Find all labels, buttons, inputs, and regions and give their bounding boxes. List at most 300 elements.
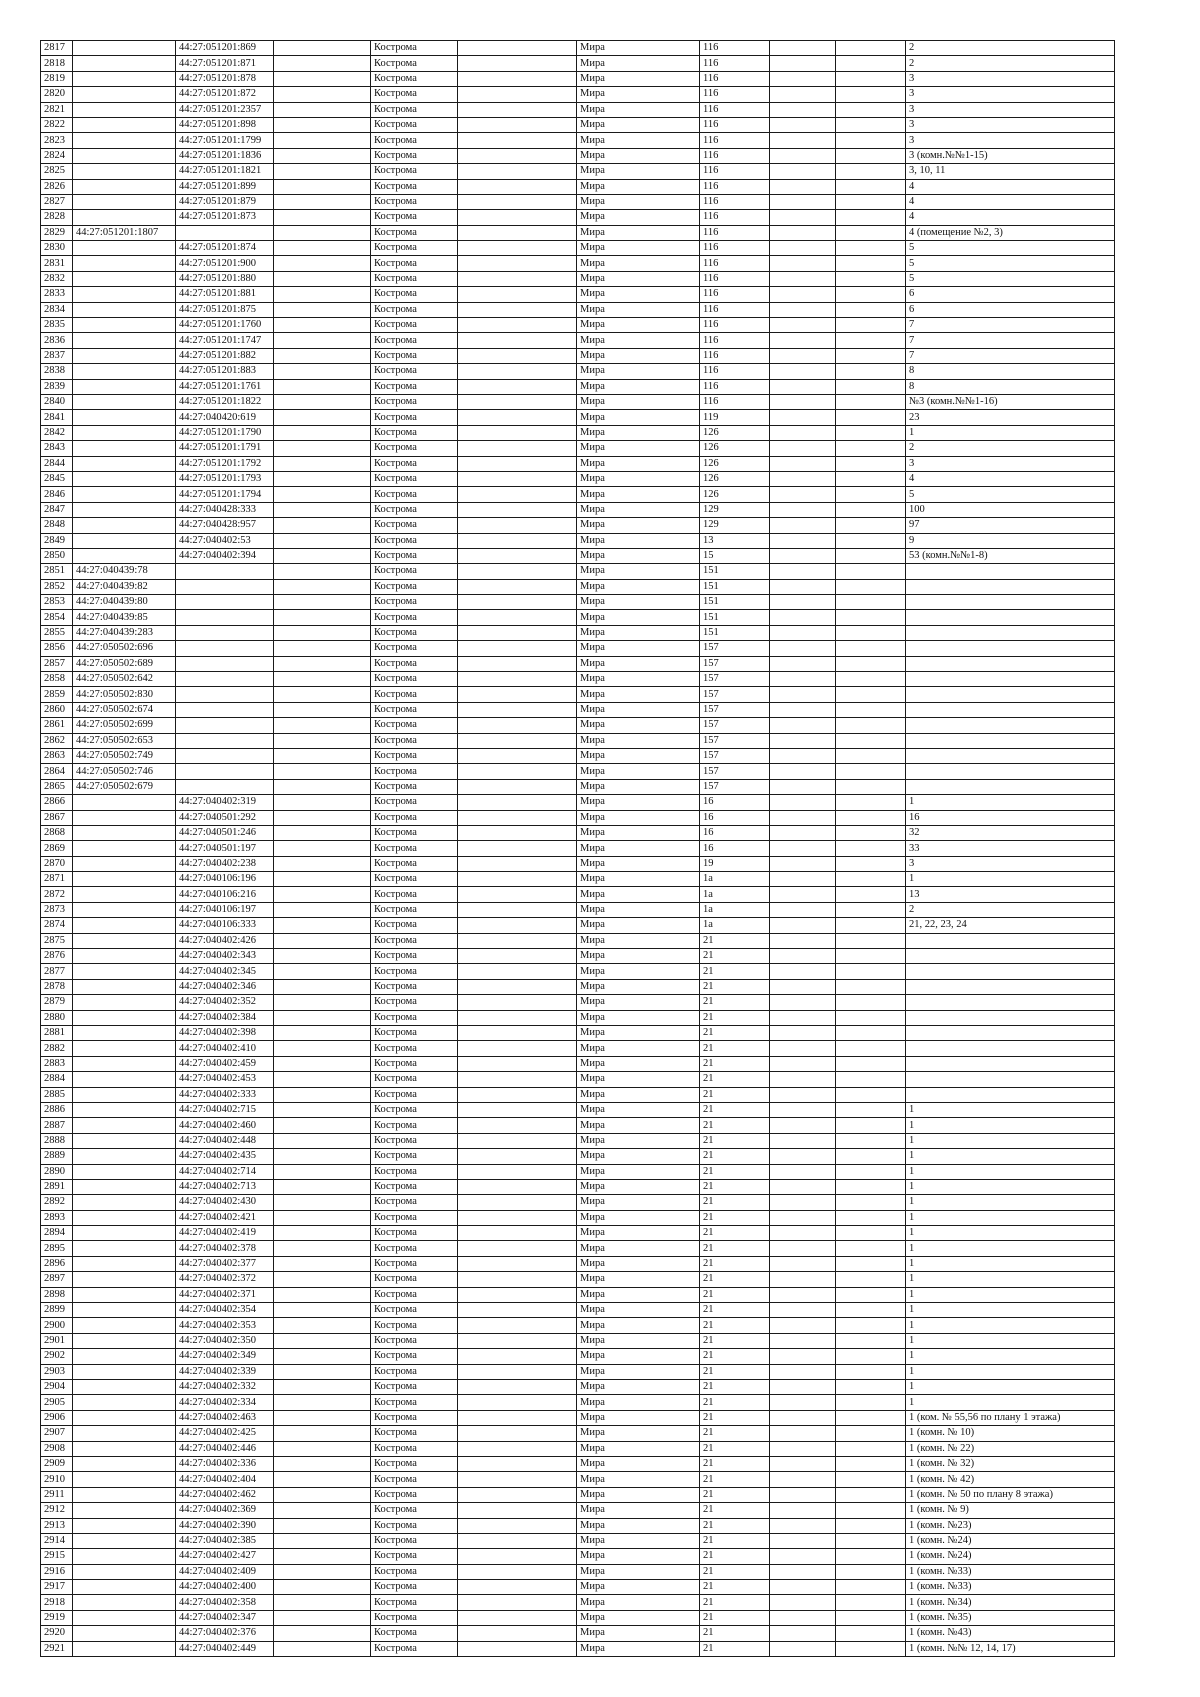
house-number-cell: 129 (700, 502, 770, 517)
city-cell: Кострома (371, 56, 458, 71)
street-cell: Мира (577, 702, 700, 717)
empty-cell (458, 1426, 577, 1441)
cadastral-number-cell (73, 1226, 176, 1241)
table-row (41, 1241, 1115, 1256)
row-number-cell: 2859 (41, 687, 73, 702)
apartment-cell: 3 (906, 87, 1115, 102)
cadastral-number-alt-cell (176, 764, 274, 779)
empty-cell (274, 1426, 371, 1441)
row-number-cell: 2895 (41, 1241, 73, 1256)
city-cell: Кострома (371, 548, 458, 563)
city-cell: Кострома (371, 117, 458, 132)
empty-cell (836, 133, 906, 148)
apartment-cell: 53 (комн.№№1-8) (906, 548, 1115, 563)
empty-cell (458, 133, 577, 148)
street-cell: Мира (577, 1164, 700, 1179)
cadastral-number-cell (73, 887, 176, 902)
table-row (41, 241, 1115, 256)
empty-cell (770, 379, 836, 394)
city-cell: Кострома (371, 779, 458, 794)
empty-cell (836, 1410, 906, 1425)
empty-cell (274, 1303, 371, 1318)
empty-cell (458, 1164, 577, 1179)
empty-cell (770, 241, 836, 256)
empty-cell (458, 595, 577, 610)
cadastral-number-alt-cell: 44:27:040402:398 (176, 1026, 274, 1041)
empty-cell (770, 610, 836, 625)
apartment-cell: 1 (906, 1179, 1115, 1194)
row-number-cell: 2875 (41, 933, 73, 948)
street-cell: Мира (577, 579, 700, 594)
empty-cell (274, 887, 371, 902)
empty-cell (770, 394, 836, 409)
empty-cell (274, 933, 371, 948)
street-cell: Мира (577, 117, 700, 132)
empty-cell (770, 518, 836, 533)
empty-cell (770, 841, 836, 856)
empty-cell (458, 164, 577, 179)
cadastral-number-cell (73, 841, 176, 856)
street-cell: Мира (577, 1241, 700, 1256)
house-number-cell: 157 (700, 656, 770, 671)
row-number-cell: 2820 (41, 87, 73, 102)
apartment-cell: 1 (комн. №35) (906, 1610, 1115, 1625)
city-cell: Кострома (371, 1056, 458, 1071)
apartment-cell: 100 (906, 502, 1115, 517)
row-number-cell: 2915 (41, 1549, 73, 1564)
empty-cell (770, 641, 836, 656)
street-cell: Мира (577, 1010, 700, 1025)
table-row (41, 271, 1115, 286)
empty-cell (458, 1641, 577, 1656)
table-row (41, 933, 1115, 948)
house-number-cell: 21 (700, 1287, 770, 1302)
empty-cell (458, 1564, 577, 1579)
row-number-cell: 2916 (41, 1564, 73, 1579)
table-row (41, 348, 1115, 363)
cadastral-number-alt-cell (176, 595, 274, 610)
cadastral-number-cell: 44:27:050502:679 (73, 779, 176, 794)
table-row (41, 1226, 1115, 1241)
apartment-cell: 4 (906, 194, 1115, 209)
empty-cell (458, 1626, 577, 1641)
cadastral-number-cell (73, 1472, 176, 1487)
empty-cell (274, 825, 371, 840)
table-row (41, 518, 1115, 533)
row-number-cell: 2903 (41, 1364, 73, 1379)
house-number-cell: 21 (700, 1056, 770, 1071)
empty-cell (770, 1087, 836, 1102)
empty-cell (274, 1256, 371, 1271)
row-number-cell: 2872 (41, 887, 73, 902)
cadastral-number-cell (73, 441, 176, 456)
empty-cell (458, 302, 577, 317)
empty-cell (836, 71, 906, 86)
cadastral-number-alt-cell: 44:27:040428:333 (176, 502, 274, 517)
cadastral-number-cell: 44:27:051201:1807 (73, 225, 176, 240)
empty-cell (770, 533, 836, 548)
house-number-cell: 21 (700, 1472, 770, 1487)
empty-cell (274, 41, 371, 56)
empty-cell (770, 995, 836, 1010)
cadastral-number-alt-cell: 44:27:040402:372 (176, 1272, 274, 1287)
street-cell: Мира (577, 1595, 700, 1610)
row-number-cell: 2849 (41, 533, 73, 548)
city-cell: Кострома (371, 1087, 458, 1102)
empty-cell (836, 1287, 906, 1302)
empty-cell (274, 1610, 371, 1625)
city-cell: Кострома (371, 148, 458, 163)
apartment-cell (906, 748, 1115, 763)
table-row (41, 641, 1115, 656)
table-row (41, 1133, 1115, 1148)
table-row (41, 1195, 1115, 1210)
empty-cell (836, 271, 906, 286)
street-cell: Мира (577, 1564, 700, 1579)
empty-cell (770, 887, 836, 902)
street-cell: Мира (577, 979, 700, 994)
row-number-cell: 2835 (41, 318, 73, 333)
row-number-cell: 2833 (41, 287, 73, 302)
empty-cell (274, 949, 371, 964)
cadastral-number-alt-cell: 44:27:040501:197 (176, 841, 274, 856)
table-row (41, 702, 1115, 717)
row-number-cell: 2884 (41, 1072, 73, 1087)
house-number-cell: 116 (700, 256, 770, 271)
house-number-cell: 21 (700, 933, 770, 948)
house-number-cell: 21 (700, 1026, 770, 1041)
empty-cell (770, 441, 836, 456)
empty-cell (770, 625, 836, 640)
empty-cell (274, 410, 371, 425)
apartment-cell: 1 (906, 1241, 1115, 1256)
empty-cell (274, 795, 371, 810)
empty-cell (274, 87, 371, 102)
city-cell: Кострома (371, 702, 458, 717)
row-number-cell: 2817 (41, 41, 73, 56)
city-cell: Кострома (371, 1241, 458, 1256)
apartment-cell: 1 (комн. №33) (906, 1580, 1115, 1595)
apartment-cell: 1 (906, 872, 1115, 887)
city-cell: Кострома (371, 41, 458, 56)
cadastral-number-cell (73, 1333, 176, 1348)
street-cell: Мира (577, 1087, 700, 1102)
empty-cell (458, 1072, 577, 1087)
city-cell: Кострома (371, 733, 458, 748)
street-cell: Мира (577, 748, 700, 763)
row-number-cell: 2902 (41, 1349, 73, 1364)
apartment-cell: 1 (комн. №23) (906, 1518, 1115, 1533)
street-cell: Мира (577, 595, 700, 610)
empty-cell (770, 1503, 836, 1518)
row-number-cell: 2898 (41, 1287, 73, 1302)
empty-cell (274, 302, 371, 317)
empty-cell (274, 1087, 371, 1102)
house-number-cell: 21 (700, 1426, 770, 1441)
empty-cell (458, 1395, 577, 1410)
cadastral-number-cell: 44:27:050502:749 (73, 748, 176, 763)
empty-cell (274, 394, 371, 409)
city-cell: Кострома (371, 1226, 458, 1241)
house-number-cell: 21 (700, 1164, 770, 1179)
city-cell: Кострома (371, 1164, 458, 1179)
city-cell: Кострома (371, 1395, 458, 1410)
house-number-cell: 126 (700, 425, 770, 440)
empty-cell (458, 841, 577, 856)
empty-cell (458, 1149, 577, 1164)
street-cell: Мира (577, 825, 700, 840)
cadastral-number-alt-cell: 44:27:040402:376 (176, 1626, 274, 1641)
cadastral-number-cell: 44:27:040439:82 (73, 579, 176, 594)
street-cell: Мира (577, 610, 700, 625)
empty-cell (770, 949, 836, 964)
house-number-cell: 116 (700, 164, 770, 179)
row-number-cell: 2881 (41, 1026, 73, 1041)
apartment-cell: 3, 10, 11 (906, 164, 1115, 179)
apartment-cell: 1 (906, 1364, 1115, 1379)
row-number-cell: 2847 (41, 502, 73, 517)
empty-cell (770, 1195, 836, 1210)
empty-cell (458, 271, 577, 286)
cadastral-number-cell: 44:27:050502:746 (73, 764, 176, 779)
house-number-cell: 116 (700, 318, 770, 333)
empty-cell (274, 518, 371, 533)
empty-cell (836, 964, 906, 979)
row-number-cell: 2893 (41, 1210, 73, 1225)
table-row (41, 1118, 1115, 1133)
empty-cell (836, 702, 906, 717)
empty-cell (836, 164, 906, 179)
table-row (41, 1564, 1115, 1579)
empty-cell (836, 656, 906, 671)
empty-cell (770, 425, 836, 440)
apartment-cell: 6 (906, 287, 1115, 302)
city-cell: Кострома (371, 1195, 458, 1210)
cadastral-number-alt-cell: 44:27:040402:347 (176, 1610, 274, 1625)
empty-cell (770, 87, 836, 102)
cadastral-number-alt-cell: 44:27:051201:874 (176, 241, 274, 256)
cadastral-number-cell (73, 1041, 176, 1056)
table-row (41, 579, 1115, 594)
table-row (41, 287, 1115, 302)
empty-cell (836, 210, 906, 225)
empty-cell (458, 810, 577, 825)
empty-cell (458, 148, 577, 163)
empty-cell (458, 702, 577, 717)
empty-cell (458, 918, 577, 933)
empty-cell (274, 241, 371, 256)
empty-cell (458, 1026, 577, 1041)
empty-cell (770, 1333, 836, 1348)
cadastral-number-cell (73, 471, 176, 486)
apartment-cell (906, 641, 1115, 656)
empty-cell (458, 1226, 577, 1241)
apartment-cell: 2 (906, 902, 1115, 917)
cadastral-number-cell (73, 210, 176, 225)
cadastral-number-cell (73, 1487, 176, 1502)
table-row (41, 256, 1115, 271)
city-cell: Кострома (371, 1626, 458, 1641)
city-cell: Кострома (371, 1072, 458, 1087)
house-number-cell: 21 (700, 1503, 770, 1518)
house-number-cell: 21 (700, 1487, 770, 1502)
city-cell: Кострома (371, 1580, 458, 1595)
table-row (41, 364, 1115, 379)
street-cell: Мира (577, 287, 700, 302)
empty-cell (274, 1349, 371, 1364)
apartment-cell: 23 (906, 410, 1115, 425)
street-cell: Мира (577, 764, 700, 779)
empty-cell (770, 579, 836, 594)
apartment-cell (906, 764, 1115, 779)
empty-cell (274, 733, 371, 748)
row-number-cell: 2878 (41, 979, 73, 994)
empty-cell (770, 71, 836, 86)
empty-cell (274, 1164, 371, 1179)
empty-cell (836, 1303, 906, 1318)
table-row (41, 441, 1115, 456)
empty-cell (274, 1118, 371, 1133)
empty-cell (770, 1210, 836, 1225)
city-cell: Кострома (371, 518, 458, 533)
cadastral-number-cell (73, 148, 176, 163)
house-number-cell: 21 (700, 1179, 770, 1194)
empty-cell (274, 148, 371, 163)
empty-cell (836, 394, 906, 409)
street-cell: Мира (577, 641, 700, 656)
cadastral-number-cell: 44:27:050502:642 (73, 672, 176, 687)
apartment-cell: 1 (906, 1395, 1115, 1410)
city-cell: Кострома (371, 194, 458, 209)
house-number-cell: 157 (700, 718, 770, 733)
table-row (41, 225, 1115, 240)
empty-cell (458, 56, 577, 71)
empty-cell (458, 1580, 577, 1595)
empty-cell (770, 1041, 836, 1056)
empty-cell (770, 1149, 836, 1164)
empty-cell (770, 502, 836, 517)
empty-cell (770, 918, 836, 933)
house-number-cell: 21 (700, 1333, 770, 1348)
row-number-cell: 2827 (41, 194, 73, 209)
empty-cell (836, 302, 906, 317)
cadastral-number-alt-cell (176, 687, 274, 702)
empty-cell (836, 533, 906, 548)
street-cell: Мира (577, 1149, 700, 1164)
city-cell: Кострома (371, 625, 458, 640)
table-row (41, 656, 1115, 671)
city-cell: Кострома (371, 825, 458, 840)
empty-cell (836, 518, 906, 533)
cadastral-number-cell (73, 1641, 176, 1656)
street-cell: Мира (577, 1472, 700, 1487)
empty-cell (836, 1010, 906, 1025)
street-cell: Мира (577, 333, 700, 348)
empty-cell (770, 1287, 836, 1302)
row-number-cell: 2818 (41, 56, 73, 71)
city-cell: Кострома (371, 810, 458, 825)
cadastral-number-cell (73, 1149, 176, 1164)
apartment-cell (906, 1072, 1115, 1087)
row-number-cell: 2885 (41, 1087, 73, 1102)
cadastral-number-cell (73, 995, 176, 1010)
empty-cell (770, 102, 836, 117)
house-number-cell: 21 (700, 949, 770, 964)
city-cell: Кострома (371, 1487, 458, 1502)
house-number-cell: 16 (700, 810, 770, 825)
empty-cell (770, 779, 836, 794)
house-number-cell: 116 (700, 71, 770, 86)
cadastral-number-cell (73, 1564, 176, 1579)
apartment-cell (906, 579, 1115, 594)
empty-cell (274, 1595, 371, 1610)
house-number-cell: 116 (700, 287, 770, 302)
empty-cell (770, 656, 836, 671)
apartment-cell: 6 (906, 302, 1115, 317)
empty-cell (836, 1395, 906, 1410)
table-row (41, 1179, 1115, 1194)
street-cell: Мира (577, 1272, 700, 1287)
empty-cell (836, 795, 906, 810)
table-row (41, 1580, 1115, 1595)
empty-cell (770, 1379, 836, 1394)
empty-cell (770, 1133, 836, 1148)
table-row (41, 625, 1115, 640)
house-number-cell: 116 (700, 41, 770, 56)
empty-cell (836, 1072, 906, 1087)
table-row (41, 1287, 1115, 1302)
row-number-cell: 2853 (41, 595, 73, 610)
row-number-cell: 2854 (41, 610, 73, 625)
empty-cell (274, 1379, 371, 1394)
cadastral-number-cell (73, 1256, 176, 1271)
cadastral-number-cell: 44:27:040439:80 (73, 595, 176, 610)
cadastral-number-cell: 44:27:050502:699 (73, 718, 176, 733)
row-number-cell: 2860 (41, 702, 73, 717)
city-cell: Кострома (371, 394, 458, 409)
empty-cell (458, 902, 577, 917)
row-number-cell: 2864 (41, 764, 73, 779)
row-number-cell: 2919 (41, 1610, 73, 1625)
empty-cell (274, 979, 371, 994)
empty-cell (458, 456, 577, 471)
cadastral-number-alt-cell: 44:27:040402:462 (176, 1487, 274, 1502)
empty-cell (458, 1287, 577, 1302)
apartment-cell: 13 (906, 887, 1115, 902)
city-cell: Кострома (371, 1010, 458, 1025)
empty-cell (836, 1210, 906, 1225)
street-cell: Мира (577, 456, 700, 471)
cadastral-number-cell (73, 902, 176, 917)
cadastral-number-alt-cell: 44:27:040402:238 (176, 856, 274, 871)
table-row (41, 1518, 1115, 1533)
apartment-cell: 1 (комн. № 22) (906, 1441, 1115, 1456)
cadastral-number-alt-cell: 44:27:051201:1799 (176, 133, 274, 148)
street-cell: Мира (577, 1641, 700, 1656)
cadastral-number-cell (73, 1056, 176, 1071)
empty-cell (836, 733, 906, 748)
house-number-cell: 21 (700, 1564, 770, 1579)
apartment-cell (906, 672, 1115, 687)
row-number-cell: 2871 (41, 872, 73, 887)
cadastral-number-alt-cell (176, 641, 274, 656)
empty-cell (458, 533, 577, 548)
row-number-cell: 2865 (41, 779, 73, 794)
row-number-cell: 2894 (41, 1226, 73, 1241)
empty-cell (458, 1303, 577, 1318)
empty-cell (274, 564, 371, 579)
empty-cell (274, 872, 371, 887)
